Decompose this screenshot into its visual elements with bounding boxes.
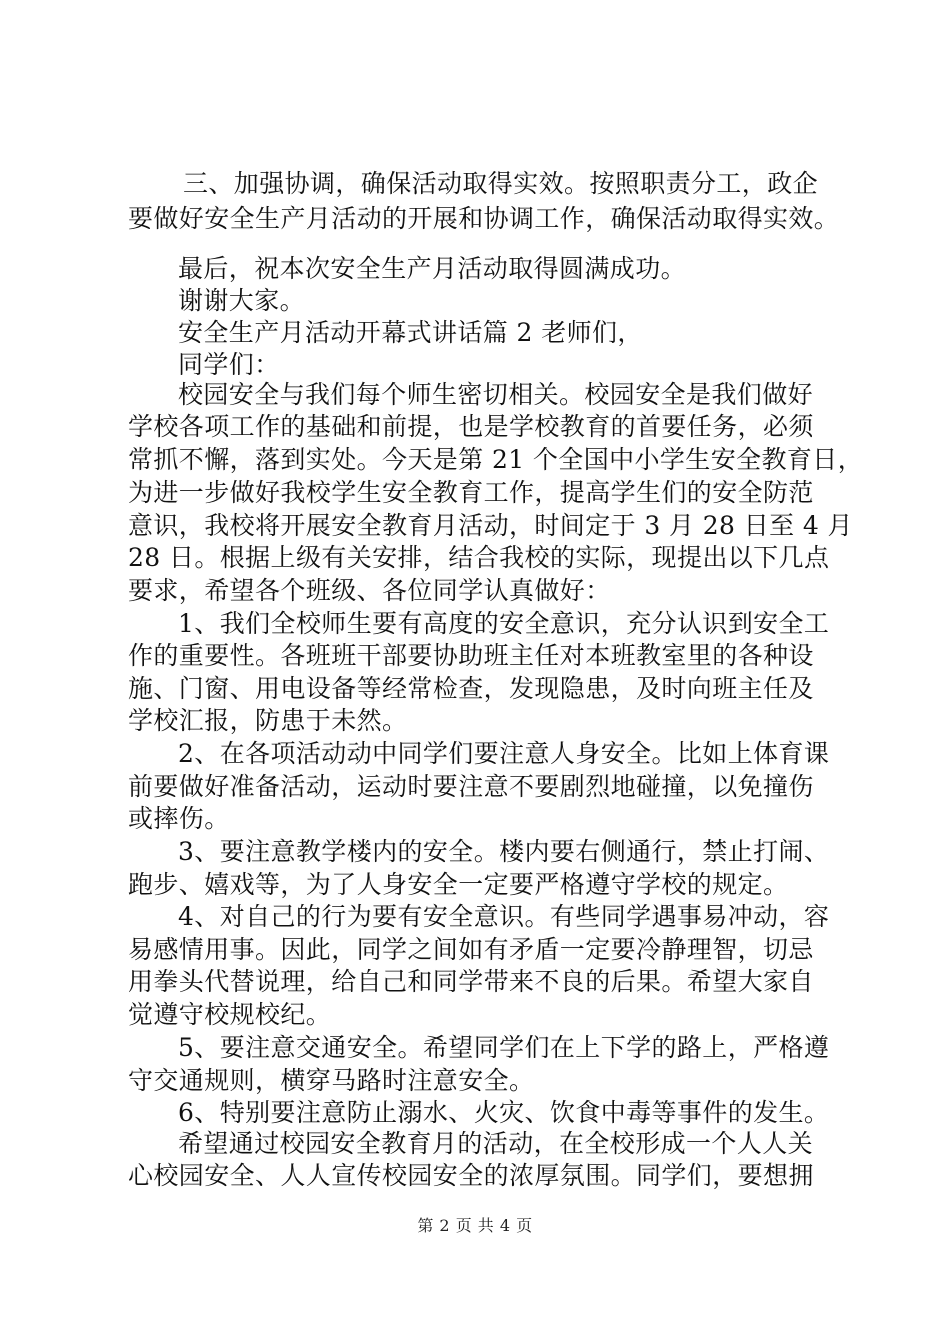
list-item-line: 4、对自己的行为要有安全意识。有些同学遇事易冲动，容: [178, 902, 830, 931]
paragraph-line: 要求，希望各个班级、各位同学认真做好：: [128, 576, 611, 605]
paragraph-line: 希望通过校园安全教育月的活动，在全校形成一个人人关: [178, 1129, 814, 1158]
list-item-line: 施、门窗、用电设备等经常检查，发现隐患，及时向班主任及: [128, 674, 814, 703]
list-item-line: 6、特别要注意防止溺水、火灾、饮食中毒等事件的发生。: [178, 1098, 830, 1127]
list-item-line: 1、我们全校师生要有高度的安全意识，充分认识到安全工: [178, 609, 830, 638]
paragraph-line: 心校园安全、人人宣传校园安全的浓厚氛围。同学们，要想拥: [128, 1161, 814, 1190]
list-item-line: 2、在各项活动动中同学们要注意人身安全。比如上体育课: [178, 739, 830, 768]
paragraph-line: 28 日。根据上级有关安排，结合我校的实际，现提出以下几点: [128, 543, 830, 572]
list-item-line: 守交通规则，横穿马路时注意安全。: [128, 1066, 535, 1095]
paragraph-line: 为进一步做好我校学生安全教育工作，提高学生们的安全防范: [128, 478, 814, 507]
page-number-footer: 第 2 页 共 4 页: [417, 1216, 533, 1235]
section-heading-line: 安全生产月活动开幕式讲话篇 2 老师们，: [178, 318, 643, 347]
list-item-line: 学校汇报，防患于未然。: [128, 706, 408, 735]
list-item-line: 跑步、嬉戏等，为了人身安全一定要严格遵守学校的规定。: [128, 870, 789, 899]
list-item-line: 或摔伤。: [128, 804, 230, 833]
paragraph-line: 同学们：: [178, 350, 280, 379]
list-item-line: 5、要注意交通安全。希望同学们在上下学的路上，严格遵: [178, 1033, 830, 1062]
paragraph-line: 意识，我校将开展安全教育月活动，时间定于 3 月 28 日至 4 月: [128, 511, 853, 540]
list-item-line: 觉遵守校规校纪。: [128, 1000, 332, 1029]
paragraph-line: 要做好安全生产月活动的开展和协调工作，确保活动取得实效。: [128, 204, 840, 233]
list-item-line: 用拳头代替说理，给自己和同学带来不良的后果。希望大家自: [128, 967, 814, 996]
paragraph-line: 三、加强协调，确保活动取得实效。按照职责分工，政企: [183, 169, 819, 198]
list-item-line: 前要做好准备活动，运动时要注意不要剧烈地碰撞，以免撞伤: [128, 772, 814, 801]
paragraph-line: 常抓不懈，落到实处。今天是第 21 个全国中小学生安全教育日，: [128, 445, 864, 474]
list-item-line: 易感情用事。因此，同学之间如有矛盾一定要冷静理智，切忌: [128, 935, 814, 964]
list-item-line: 3、要注意教学楼内的安全。楼内要右侧通行，禁止打闹、: [178, 837, 830, 866]
paragraph-line: 学校各项工作的基础和前提，也是学校教育的首要任务，必须: [128, 412, 814, 441]
paragraph-line: 谢谢大家。: [178, 286, 306, 315]
paragraph-line: 校园安全与我们每个师生密切相关。校园安全是我们做好: [178, 380, 814, 409]
list-item-line: 作的重要性。各班班干部要协助班主任对本班教室里的各种设: [128, 641, 814, 670]
paragraph-line: 最后，祝本次安全生产月活动取得圆满成功。: [178, 254, 687, 283]
